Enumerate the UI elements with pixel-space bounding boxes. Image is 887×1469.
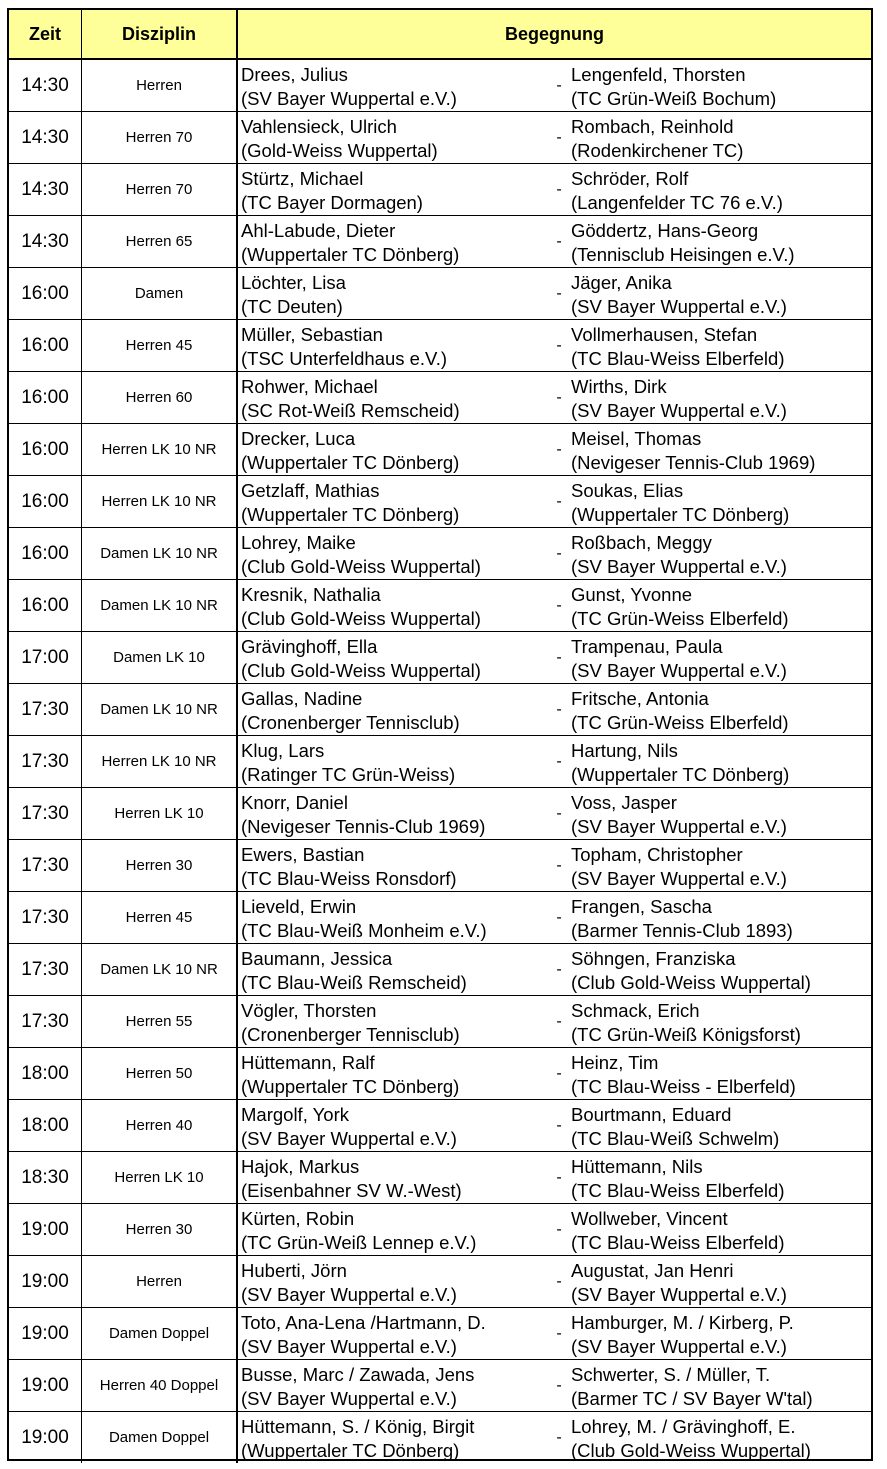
- player-2-club: (Barmer TC / SV Bayer W'tal): [571, 1388, 813, 1409]
- player-2-club: (Tennisclub Heisingen e.V.): [571, 244, 795, 265]
- player-2-name: Augustat, Jan Henri: [571, 1260, 734, 1281]
- discipline-cell: Herren 50: [82, 1048, 238, 1099]
- player-1-club: (Club Gold-Weiss Wuppertal): [241, 556, 481, 577]
- versus-separator: -: [556, 1013, 562, 1030]
- player-1-name: Ahl-Labude, Dieter: [241, 220, 396, 241]
- table-row: [9, 1360, 871, 1412]
- player-2-club: (SV Bayer Wuppertal e.V.): [571, 816, 787, 837]
- player-1-name: Huberti, Jörn: [241, 1260, 347, 1281]
- table-row: [9, 944, 871, 996]
- player-1-cell: [241, 1207, 551, 1255]
- versus-separator: -: [556, 337, 562, 354]
- player-1-name: Gallas, Nadine: [241, 688, 363, 709]
- player-1-name: Löchter, Lisa: [241, 272, 346, 293]
- player-2-cell: [571, 63, 869, 111]
- player-2-name: Roßbach, Meggy: [571, 532, 712, 553]
- discipline-cell: Damen LK 10: [82, 632, 238, 683]
- player-1-cell: [241, 895, 551, 943]
- player-1-club: (SV Bayer Wuppertal e.V.): [241, 1128, 457, 1149]
- discipline-cell: Herren 70: [82, 164, 238, 215]
- table-row: [9, 1100, 871, 1152]
- player-1-name: Busse, Marc / Zawada, Jens: [241, 1364, 475, 1385]
- player-2-cell: [571, 1155, 869, 1203]
- player-2-name: Topham, Christopher: [571, 844, 743, 865]
- player-1-club: (Wuppertaler TC Dönberg): [241, 504, 460, 525]
- player-2-name: Hartung, Nils: [571, 740, 678, 761]
- table-row: [9, 840, 871, 892]
- player-2-name: Hüttemann, Nils: [571, 1156, 703, 1177]
- time-cell: 19:00: [9, 1256, 82, 1307]
- player-1-club: (Ratinger TC Grün-Weiss): [241, 764, 456, 785]
- table-row: [9, 996, 871, 1048]
- table-row: [9, 1256, 871, 1308]
- player-1-cell: [241, 479, 551, 527]
- player-1-club: (TC Blau-Weiß Monheim e.V.): [241, 920, 487, 941]
- player-2-club: (SV Bayer Wuppertal e.V.): [571, 660, 787, 681]
- time-cell: 14:30: [9, 164, 82, 215]
- player-2-cell: [571, 479, 869, 527]
- player-1-club: (SC Rot-Weiß Remscheid): [241, 400, 460, 421]
- player-1-club: (SV Bayer Wuppertal e.V.): [241, 1336, 457, 1357]
- player-1-name: Baumann, Jessica: [241, 948, 393, 969]
- table-body: [9, 60, 871, 1463]
- player-1-cell: [241, 531, 551, 579]
- versus-separator: -: [556, 805, 562, 822]
- versus-separator: -: [556, 1117, 562, 1134]
- player-1-cell: [241, 115, 551, 163]
- time-cell: 17:00: [9, 632, 82, 683]
- versus-separator: -: [556, 857, 562, 874]
- discipline-cell: Herren LK 10 NR: [82, 476, 238, 527]
- player-1-name: Lieveld, Erwin: [241, 896, 357, 917]
- player-1-name: Drees, Julius: [241, 64, 348, 85]
- player-2-club: (SV Bayer Wuppertal e.V.): [571, 296, 787, 317]
- time-cell: 16:00: [9, 268, 82, 319]
- player-2-club: (SV Bayer Wuppertal e.V.): [571, 1284, 787, 1305]
- versus-separator: -: [556, 909, 562, 926]
- player-1-club: (Gold-Weiss Wuppertal): [241, 140, 438, 161]
- discipline-cell: Herren 70: [82, 112, 238, 163]
- time-cell: 17:30: [9, 944, 82, 995]
- player-1-cell: [241, 687, 551, 735]
- table-row: [9, 1412, 871, 1463]
- player-2-cell: [571, 219, 869, 267]
- player-1-cell: [241, 791, 551, 839]
- player-2-cell: [571, 167, 869, 215]
- player-2-club: (Club Gold-Weiss Wuppertal): [571, 972, 811, 993]
- header-zeit: Zeit: [9, 10, 82, 58]
- versus-separator: -: [556, 181, 562, 198]
- time-cell: 17:30: [9, 788, 82, 839]
- player-2-name: Voss, Jasper: [571, 792, 677, 813]
- time-cell: 19:00: [9, 1360, 82, 1411]
- player-2-cell: [571, 1415, 869, 1463]
- player-1-club: (Cronenberger Tennisclub): [241, 1024, 460, 1045]
- player-1-name: Kürten, Robin: [241, 1208, 355, 1229]
- time-cell: 17:30: [9, 684, 82, 735]
- player-1-cell: [241, 1051, 551, 1099]
- player-2-cell: [571, 791, 869, 839]
- player-2-name: Schmack, Erich: [571, 1000, 700, 1021]
- player-1-club: (Wuppertaler TC Dönberg): [241, 1076, 460, 1097]
- player-2-name: Jäger, Anika: [571, 272, 672, 293]
- versus-separator: -: [556, 961, 562, 978]
- table-row: [9, 424, 871, 476]
- player-1-name: Grävinghoff, Ella: [241, 636, 378, 657]
- player-2-club: (Wuppertaler TC Dönberg): [571, 504, 790, 525]
- table-row: [9, 1308, 871, 1360]
- table-row: [9, 60, 871, 112]
- table-row: [9, 320, 871, 372]
- player-2-cell: [571, 323, 869, 371]
- player-2-cell: [571, 739, 869, 787]
- table-row: [9, 112, 871, 164]
- player-1-name: Getzlaff, Mathias: [241, 480, 380, 501]
- player-2-club: (Wuppertaler TC Dönberg): [571, 764, 790, 785]
- time-cell: 16:00: [9, 528, 82, 579]
- player-2-cell: [571, 1363, 869, 1411]
- player-1-cell: [241, 1103, 551, 1151]
- player-1-name: Kresnik, Nathalia: [241, 584, 381, 605]
- player-2-cell: [571, 1311, 869, 1359]
- versus-separator: -: [556, 441, 562, 458]
- player-2-name: Trampenau, Paula: [571, 636, 723, 657]
- player-2-name: Bourtmann, Eduard: [571, 1104, 732, 1125]
- time-cell: 17:30: [9, 892, 82, 943]
- table-row: [9, 1204, 871, 1256]
- player-1-name: Vögler, Thorsten: [241, 1000, 377, 1021]
- discipline-cell: Herren 45: [82, 320, 238, 371]
- time-cell: 18:00: [9, 1100, 82, 1151]
- player-1-club: (SV Bayer Wuppertal e.V.): [241, 88, 457, 109]
- player-1-name: Margolf, York: [241, 1104, 349, 1125]
- player-1-name: Lohrey, Maike: [241, 532, 356, 553]
- discipline-cell: Damen LK 10 NR: [82, 528, 238, 579]
- player-1-club: (TC Blau-Weiß Remscheid): [241, 972, 467, 993]
- player-2-cell: [571, 687, 869, 735]
- player-1-cell: [241, 1259, 551, 1307]
- discipline-cell: Herren 65: [82, 216, 238, 267]
- versus-separator: -: [556, 233, 562, 250]
- discipline-cell: Herren 55: [82, 996, 238, 1047]
- player-2-cell: [571, 427, 869, 475]
- player-2-name: Fritsche, Antonia: [571, 688, 709, 709]
- versus-separator: -: [556, 1169, 562, 1186]
- discipline-cell: Herren: [82, 1256, 238, 1307]
- time-cell: 18:00: [9, 1048, 82, 1099]
- versus-separator: -: [556, 753, 562, 770]
- player-2-cell: [571, 375, 869, 423]
- table-row: [9, 632, 871, 684]
- player-1-name: Hajok, Markus: [241, 1156, 360, 1177]
- player-1-cell: [241, 1363, 551, 1411]
- player-1-club: (Wuppertaler TC Dönberg): [241, 244, 460, 265]
- player-2-name: Soukas, Elias: [571, 480, 684, 501]
- player-1-cell: [241, 271, 551, 319]
- discipline-cell: Herren LK 10 NR: [82, 424, 238, 475]
- versus-separator: -: [556, 129, 562, 146]
- player-1-club: (TC Deuten): [241, 296, 343, 317]
- player-2-club: (Langenfelder TC 76 e.V.): [571, 192, 783, 213]
- player-2-club: (SV Bayer Wuppertal e.V.): [571, 1336, 787, 1357]
- player-2-club: (Club Gold-Weiss Wuppertal): [571, 1440, 811, 1461]
- table-row: [9, 788, 871, 840]
- table-row: [9, 268, 871, 320]
- time-cell: 16:00: [9, 372, 82, 423]
- discipline-cell: Herren 60: [82, 372, 238, 423]
- player-1-cell: [241, 375, 551, 423]
- time-cell: 14:30: [9, 60, 82, 111]
- table-row: [9, 164, 871, 216]
- player-1-cell: [241, 947, 551, 995]
- player-2-name: Wirths, Dirk: [571, 376, 667, 397]
- versus-separator: -: [556, 1325, 562, 1342]
- player-1-name: Rohwer, Michael: [241, 376, 378, 397]
- player-1-cell: [241, 843, 551, 891]
- time-cell: 18:30: [9, 1152, 82, 1203]
- player-2-cell: [571, 947, 869, 995]
- player-2-name: Lohrey, M. / Grävinghoff, E.: [571, 1416, 796, 1437]
- player-2-cell: [571, 583, 869, 631]
- versus-separator: -: [556, 493, 562, 510]
- player-2-cell: [571, 1207, 869, 1255]
- table-row: [9, 892, 871, 944]
- versus-separator: -: [556, 285, 562, 302]
- discipline-cell: Herren 40: [82, 1100, 238, 1151]
- player-1-name: Drecker, Luca: [241, 428, 356, 449]
- versus-separator: -: [556, 1221, 562, 1238]
- player-1-name: Hüttemann, S. / König, Birgit: [241, 1416, 475, 1437]
- player-2-club: (TC Grün-Weiß Bochum): [571, 88, 777, 109]
- player-1-cell: [241, 1155, 551, 1203]
- player-2-cell: [571, 1103, 869, 1151]
- player-1-cell: [241, 583, 551, 631]
- player-2-club: (TC Grün-Weiss Elberfeld): [571, 608, 789, 629]
- player-2-club: (TC Blau-Weiss Elberfeld): [571, 1232, 785, 1253]
- versus-separator: -: [556, 77, 562, 94]
- player-2-name: Schröder, Rolf: [571, 168, 689, 189]
- player-1-club: (Wuppertaler TC Dönberg): [241, 1440, 460, 1461]
- player-1-club: (Cronenberger Tennisclub): [241, 712, 460, 733]
- player-2-club: (TC Blau-Weiss Elberfeld): [571, 348, 785, 369]
- table-row: [9, 528, 871, 580]
- player-2-name: Lengenfeld, Thorsten: [571, 64, 746, 85]
- player-2-cell: [571, 271, 869, 319]
- player-2-club: (Barmer Tennis-Club 1893): [571, 920, 793, 941]
- table-row: [9, 736, 871, 788]
- player-1-cell: [241, 1415, 551, 1463]
- time-cell: 17:30: [9, 840, 82, 891]
- player-2-cell: [571, 843, 869, 891]
- player-1-name: Vahlensieck, Ulrich: [241, 116, 397, 137]
- versus-separator: -: [556, 701, 562, 718]
- time-cell: 16:00: [9, 320, 82, 371]
- discipline-cell: Damen: [82, 268, 238, 319]
- player-2-name: Heinz, Tim: [571, 1052, 659, 1073]
- table-row: [9, 372, 871, 424]
- discipline-cell: Damen LK 10 NR: [82, 684, 238, 735]
- player-2-name: Schwerter, S. / Müller, T.: [571, 1364, 771, 1385]
- discipline-cell: Herren 30: [82, 1204, 238, 1255]
- player-2-cell: [571, 1259, 869, 1307]
- schedule-table: [7, 8, 873, 1461]
- player-1-club: (Eisenbahner SV W.-West): [241, 1180, 462, 1201]
- player-2-name: Gunst, Yvonne: [571, 584, 693, 605]
- player-2-cell: [571, 531, 869, 579]
- time-cell: 14:30: [9, 216, 82, 267]
- player-1-club: (TC Bayer Dormagen): [241, 192, 423, 213]
- time-cell: 16:00: [9, 580, 82, 631]
- player-2-name: Wollweber, Vincent: [571, 1208, 728, 1229]
- player-1-club: (SV Bayer Wuppertal e.V.): [241, 1284, 457, 1305]
- player-2-name: Söhngen, Franziska: [571, 948, 736, 969]
- player-2-club: (SV Bayer Wuppertal e.V.): [571, 400, 787, 421]
- player-1-club: (TC Grün-Weiß Lennep e.V.): [241, 1232, 477, 1253]
- versus-separator: -: [556, 1273, 562, 1290]
- player-2-club: (TC Grün-Weiß Königsforst): [571, 1024, 801, 1045]
- player-1-name: Müller, Sebastian: [241, 324, 383, 345]
- player-2-name: Hamburger, M. / Kirberg, P.: [571, 1312, 794, 1333]
- header-begegnung: Begegnung: [505, 24, 604, 44]
- versus-separator: -: [556, 1377, 562, 1394]
- versus-separator: -: [556, 545, 562, 562]
- versus-separator: -: [556, 649, 562, 666]
- player-2-club: (Nevigeser Tennis-Club 1969): [571, 452, 816, 473]
- player-1-name: Toto, Ana-Lena /Hartmann, D.: [241, 1312, 486, 1333]
- player-2-club: (SV Bayer Wuppertal e.V.): [571, 556, 787, 577]
- discipline-cell: Herren 45: [82, 892, 238, 943]
- player-1-name: Ewers, Bastian: [241, 844, 365, 865]
- table-row: [9, 216, 871, 268]
- player-2-name: Meisel, Thomas: [571, 428, 702, 449]
- discipline-cell: Damen LK 10 NR: [82, 944, 238, 995]
- player-1-name: Knorr, Daniel: [241, 792, 348, 813]
- table-row: [9, 476, 871, 528]
- player-1-cell: [241, 427, 551, 475]
- player-1-cell: [241, 739, 551, 787]
- discipline-cell: Damen Doppel: [82, 1308, 238, 1359]
- player-2-club: (TC Blau-Weiss - Elberfeld): [571, 1076, 796, 1097]
- player-1-cell: [241, 167, 551, 215]
- player-2-club: (TC Grün-Weiss Elberfeld): [571, 712, 789, 733]
- versus-separator: -: [556, 1065, 562, 1082]
- versus-separator: -: [556, 1429, 562, 1446]
- player-1-cell: [241, 1311, 551, 1359]
- player-1-cell: [241, 323, 551, 371]
- time-cell: 19:00: [9, 1412, 82, 1463]
- time-cell: 19:00: [9, 1204, 82, 1255]
- player-1-club: (Club Gold-Weiss Wuppertal): [241, 608, 481, 629]
- player-2-cell: [571, 635, 869, 683]
- table-row: [9, 1152, 871, 1204]
- player-1-name: Stürtz, Michael: [241, 168, 364, 189]
- player-2-name: Frangen, Sascha: [571, 896, 712, 917]
- time-cell: 16:00: [9, 476, 82, 527]
- player-1-club: (TC Blau-Weiss Ronsdorf): [241, 868, 457, 889]
- time-cell: 19:00: [9, 1308, 82, 1359]
- player-1-club: (Wuppertaler TC Dönberg): [241, 452, 460, 473]
- player-2-cell: [571, 999, 869, 1047]
- player-1-cell: [241, 63, 551, 111]
- discipline-cell: Herren LK 10: [82, 788, 238, 839]
- player-2-club: (TC Blau-Weiß Schwelm): [571, 1128, 780, 1149]
- player-2-club: (Rodenkirchener TC): [571, 140, 744, 161]
- player-2-name: Rombach, Reinhold: [571, 116, 734, 137]
- player-1-name: Klug, Lars: [241, 740, 325, 761]
- player-2-cell: [571, 115, 869, 163]
- player-2-name: Göddertz, Hans-Georg: [571, 220, 759, 241]
- discipline-cell: Damen LK 10 NR: [82, 580, 238, 631]
- table-row: [9, 580, 871, 632]
- time-cell: 17:30: [9, 736, 82, 787]
- player-2-cell: [571, 1051, 869, 1099]
- discipline-cell: Herren LK 10 NR: [82, 736, 238, 787]
- discipline-cell: Herren 30: [82, 840, 238, 891]
- player-2-club: (TC Blau-Weiss Elberfeld): [571, 1180, 785, 1201]
- time-cell: 17:30: [9, 996, 82, 1047]
- time-cell: 16:00: [9, 424, 82, 475]
- player-2-club: (SV Bayer Wuppertal e.V.): [571, 868, 787, 889]
- discipline-cell: Herren: [82, 60, 238, 111]
- time-cell: 14:30: [9, 112, 82, 163]
- discipline-cell: Herren 40 Doppel: [82, 1360, 238, 1411]
- player-1-club: (Club Gold-Weiss Wuppertal): [241, 660, 481, 681]
- table-row: [9, 684, 871, 736]
- player-1-club: (TSC Unterfeldhaus e.V.): [241, 348, 447, 369]
- discipline-cell: Damen Doppel: [82, 1412, 238, 1463]
- player-1-cell: [241, 635, 551, 683]
- player-1-club: (Nevigeser Tennis-Club 1969): [241, 816, 486, 837]
- player-2-cell: [571, 895, 869, 943]
- table-header: [9, 10, 871, 60]
- player-1-cell: [241, 219, 551, 267]
- player-2-name: Vollmerhausen, Stefan: [571, 324, 758, 345]
- versus-separator: -: [556, 389, 562, 406]
- versus-separator: -: [556, 597, 562, 614]
- discipline-cell: Herren LK 10: [82, 1152, 238, 1203]
- player-1-club: (SV Bayer Wuppertal e.V.): [241, 1388, 457, 1409]
- player-1-name: Hüttemann, Ralf: [241, 1052, 375, 1073]
- player-1-cell: [241, 999, 551, 1047]
- header-disziplin: Disziplin: [82, 10, 238, 58]
- table-row: [9, 1048, 871, 1100]
